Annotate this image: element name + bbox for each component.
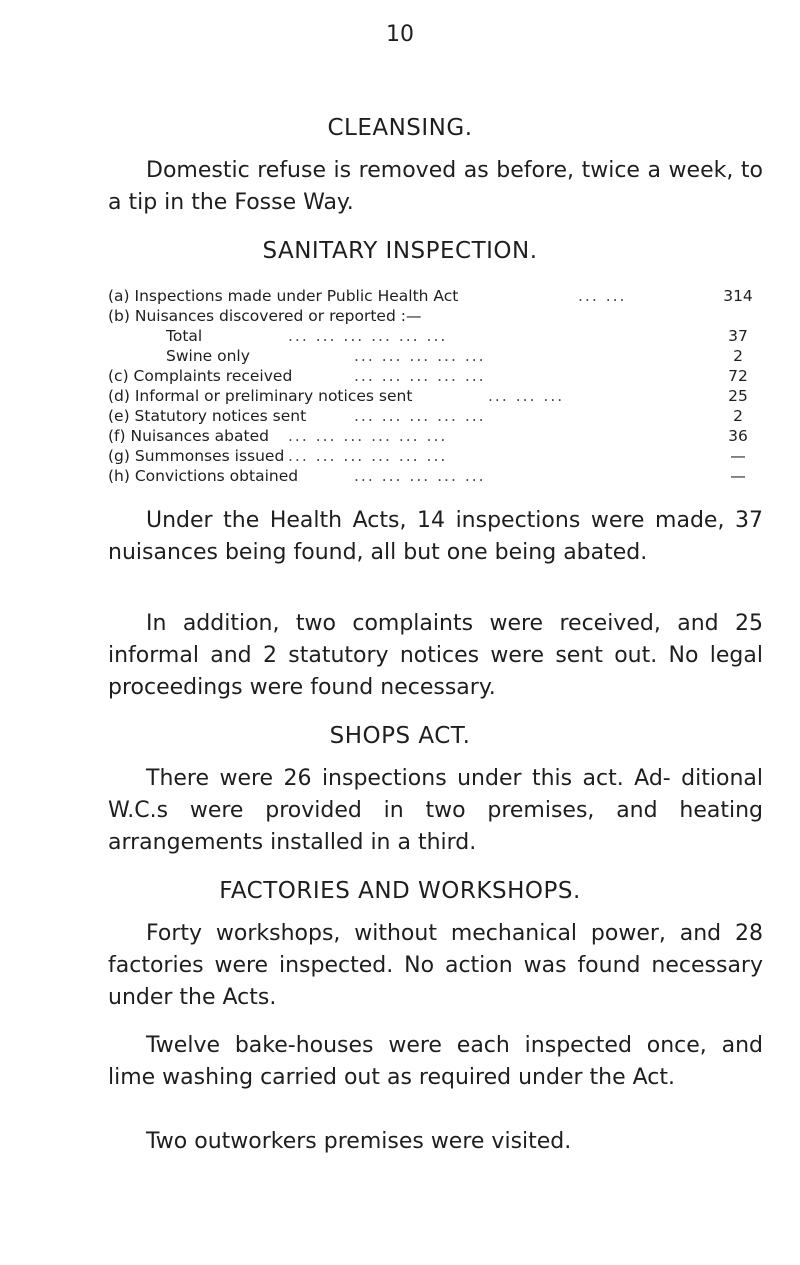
factories-paragraph-3 xyxy=(108,1126,763,1158)
row-label: (d) Informal or preliminary notices sent xyxy=(108,387,413,405)
row-value: — xyxy=(730,467,746,485)
table-row xyxy=(108,406,758,426)
sanitary-summary-paragraph xyxy=(108,505,763,569)
row-value: 72 xyxy=(728,367,748,385)
shops-text: There were 26 inspections under this act. Ad- ditional W.C.s were provided in two premises, and heating arrangements installed in a third. xyxy=(108,766,763,855)
row-leader: ... ... ... ... ... xyxy=(354,407,486,425)
row-label: (g) Summonses issued xyxy=(108,447,285,465)
row-leader: ... ... ... ... ... ... xyxy=(288,447,448,465)
row-leader: ... ... ... xyxy=(488,387,565,405)
row-value: 25 xyxy=(728,387,748,405)
factories-paragraph-2 xyxy=(108,1030,763,1094)
row-value: — xyxy=(730,447,746,465)
row-label: (h) Convictions obtained xyxy=(108,467,299,485)
table-row xyxy=(108,446,758,466)
factories-text-2: Twelve bake-houses were each inspected once, and lime washing carried out as required under the Act. xyxy=(108,1033,763,1090)
table-row xyxy=(108,426,758,446)
factories-text-3: Two outworkers premises were visited. xyxy=(146,1129,572,1154)
row-value: 2 xyxy=(733,407,743,425)
row-label: Swine only xyxy=(166,347,250,365)
table-row xyxy=(108,466,758,486)
row-leader: ... ... xyxy=(578,287,627,305)
row-value: 314 xyxy=(723,287,753,305)
row-leader: ... ... ... ... ... xyxy=(354,367,486,385)
factories-paragraph-1 xyxy=(108,918,763,1014)
row-label: Total xyxy=(166,327,203,345)
table-row xyxy=(108,366,758,386)
factories-text-1: Forty workshops, without mechanical power, and 28 factories were inspected. No action was found necessary under the Acts. xyxy=(108,921,763,1010)
shops-heading: SHOPS ACT. xyxy=(329,723,471,749)
cleansing-heading: CLEANSING. xyxy=(327,115,473,141)
sanitary-summary-text: Under the Health Acts, 14 inspections were made, 37 nuisances being found, all but one being abated. xyxy=(108,508,763,565)
sanitary-additional-paragraph xyxy=(108,608,763,704)
shops-paragraph xyxy=(108,763,763,859)
row-value: 2 xyxy=(733,347,743,365)
row-value: 37 xyxy=(728,327,748,345)
row-label: (c) Complaints received xyxy=(108,367,293,385)
row-label: (a) Inspections made under Public Health Act xyxy=(108,287,459,305)
factories-heading: FACTORIES AND WORKSHOPS. xyxy=(219,878,581,904)
cleansing-text: Domestic refuse is removed as before, twice a week, to a tip in the Fosse Way. xyxy=(108,158,763,215)
inspection-table xyxy=(108,286,758,486)
row-label: (f) Nuisances abated xyxy=(108,427,269,445)
row-leader: ... ... ... ... ... xyxy=(354,347,486,365)
row-leader: ... ... ... ... ... xyxy=(354,467,486,485)
row-leader: ... ... ... ... ... ... xyxy=(288,427,448,445)
row-leader: ... ... ... ... ... ... xyxy=(288,327,448,345)
page-number: 10 xyxy=(386,22,414,47)
row-label: (e) Statutory notices sent xyxy=(108,407,307,425)
row-label: (b) Nuisances discovered or reported :— xyxy=(108,307,422,325)
cleansing-paragraph xyxy=(108,155,763,219)
table-row xyxy=(108,386,758,406)
table-row xyxy=(108,306,758,326)
row-value: 36 xyxy=(728,427,748,445)
sanitary-additional-text: In addition, two complaints were received, and 25 informal and 2 statutory notices were sent out. No legal proceedings were found necessary. xyxy=(108,611,763,700)
table-row xyxy=(108,286,758,306)
table-row xyxy=(108,326,758,346)
table-row xyxy=(108,346,758,366)
sanitary-heading: SANITARY INSPECTION. xyxy=(262,238,538,264)
